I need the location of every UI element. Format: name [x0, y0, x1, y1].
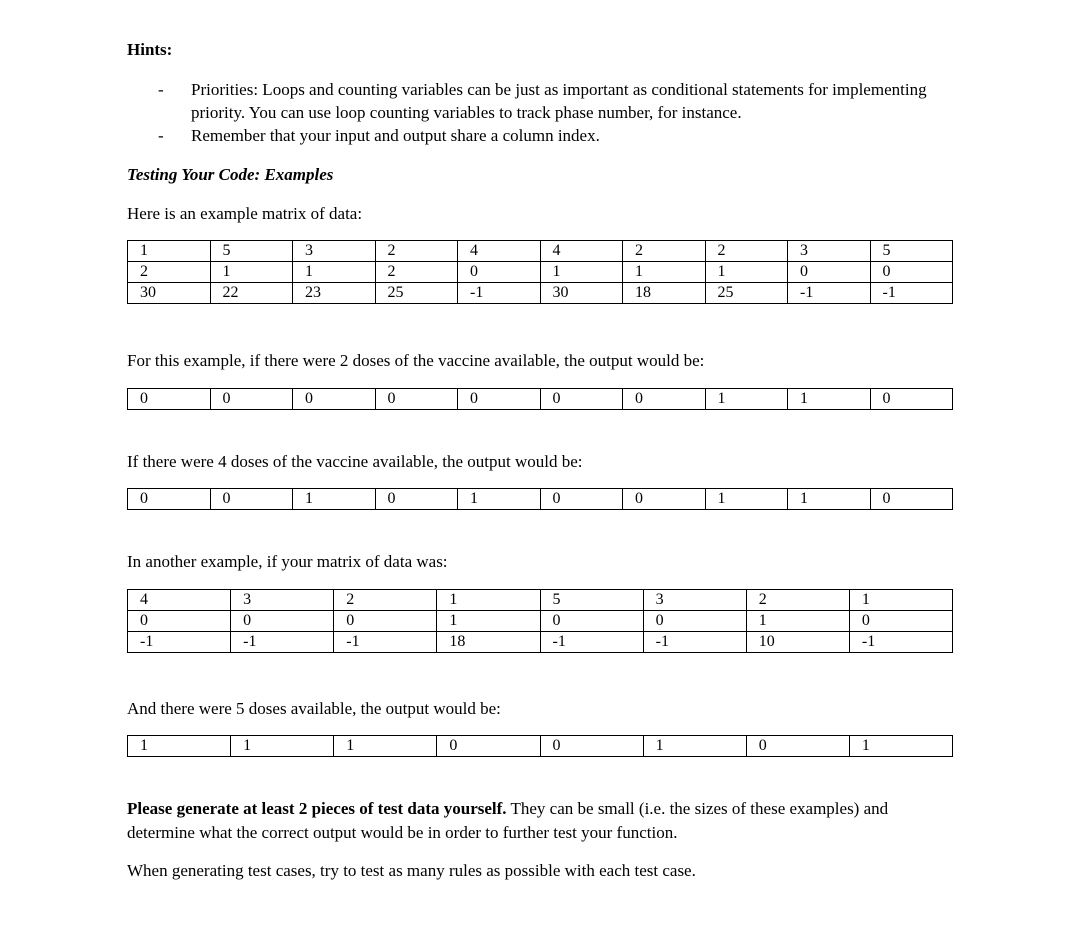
table-cell: 1	[458, 489, 541, 510]
table-cell: 10	[746, 632, 849, 653]
table-cell: 1	[705, 489, 788, 510]
table-cell: -1	[334, 632, 437, 653]
example-1-text: For this example, if there were 2 doses of the vaccine available, the output would be:	[127, 351, 705, 370]
table-cell: 2	[623, 241, 706, 262]
table-cell: 3	[788, 241, 871, 262]
table-cell: 0	[293, 389, 376, 410]
table-cell: 3	[231, 590, 334, 611]
table-cell: 1	[293, 489, 376, 510]
table-cell: 1	[643, 736, 746, 757]
table-cell: 0	[540, 611, 643, 632]
table-cell: 1	[231, 736, 334, 757]
hint-text: Priorities: Loops and counting variables can be just as important as conditional statements for implementing priority. You can use loop counting variables to track phase number, for instance.	[191, 80, 927, 122]
table-cell: 1	[849, 590, 952, 611]
table-cell: 0	[128, 389, 211, 410]
hints-list	[127, 78, 953, 147]
table-cell: -1	[128, 632, 231, 653]
hints-heading: Hints:	[127, 40, 173, 59]
table-row	[128, 389, 953, 410]
table-cell: 0	[334, 611, 437, 632]
table-cell: 0	[540, 489, 623, 510]
table-cell: 1	[849, 736, 952, 757]
table-cell: 0	[128, 611, 231, 632]
table-cell: 25	[375, 283, 458, 304]
table-cell: 5	[870, 241, 953, 262]
example-matrix-2	[127, 589, 953, 653]
table-cell: 1	[128, 241, 211, 262]
bullet-dash: -	[158, 80, 164, 99]
table-cell: 0	[231, 611, 334, 632]
table-cell: 0	[540, 389, 623, 410]
table-cell: 5	[210, 241, 293, 262]
table-cell: 0	[870, 389, 953, 410]
table-cell: 30	[540, 283, 623, 304]
closing-lead-rest: They can be small (i.e. the sizes of these examples) and determine what the correct output would be in order to further test your function.	[127, 799, 889, 842]
closing-lead-bold: Please generate at least 2 pieces of test data yourself.	[127, 799, 507, 818]
example-2-text: If there were 4 doses of the vaccine available, the output would be:	[127, 452, 583, 471]
table-row	[128, 590, 953, 611]
example-3-text: In another example, if your matrix of data was:	[127, 552, 448, 571]
closing-paragraph	[127, 797, 953, 845]
table-cell: 1	[210, 262, 293, 283]
table-cell: 4	[128, 590, 231, 611]
table-cell: 2	[375, 241, 458, 262]
table-row	[128, 736, 953, 757]
table-cell: 22	[210, 283, 293, 304]
table-cell: 2	[334, 590, 437, 611]
matrix-intro: Here is an example matrix of data:	[127, 204, 363, 223]
table-cell: 0	[643, 611, 746, 632]
output-row-5-doses	[127, 735, 953, 757]
table-cell: 1	[788, 489, 871, 510]
table-cell: 23	[293, 283, 376, 304]
table-cell: -1	[458, 283, 541, 304]
table-cell: 0	[458, 389, 541, 410]
table-cell: 18	[437, 632, 540, 653]
table-row	[128, 611, 953, 632]
table-cell: 1	[705, 262, 788, 283]
table-row	[128, 241, 953, 262]
table-cell: -1	[849, 632, 952, 653]
table-cell: -1	[540, 632, 643, 653]
table-cell: -1	[643, 632, 746, 653]
table-cell: 2	[128, 262, 211, 283]
testing-heading: Testing Your Code: Examples	[127, 165, 334, 184]
table-cell: 1	[746, 611, 849, 632]
table-cell: 2	[705, 241, 788, 262]
table-cell: 0	[540, 736, 643, 757]
table-cell: 0	[623, 389, 706, 410]
output-row-2-doses	[127, 388, 953, 410]
table-cell: 0	[128, 489, 211, 510]
table-cell: 1	[788, 389, 871, 410]
hint-item	[127, 124, 953, 147]
table-cell: 30	[128, 283, 211, 304]
hint-text: Remember that your input and output share a column index.	[191, 126, 600, 145]
table-cell: 1	[705, 389, 788, 410]
example-matrix-1	[127, 240, 953, 304]
table-cell: 1	[540, 262, 623, 283]
table-cell: 1	[128, 736, 231, 757]
table-cell: 0	[437, 736, 540, 757]
hint-item	[127, 78, 953, 124]
table-cell: 0	[458, 262, 541, 283]
bullet-dash: -	[158, 126, 164, 145]
table-cell: 25	[705, 283, 788, 304]
table-row	[128, 489, 953, 510]
table-cell: 5	[540, 590, 643, 611]
table-cell: 1	[623, 262, 706, 283]
example-4-text: And there were 5 doses available, the output would be:	[127, 699, 501, 718]
table-cell: 4	[458, 241, 541, 262]
table-row	[128, 283, 953, 304]
table-cell: -1	[870, 283, 953, 304]
table-cell: -1	[788, 283, 871, 304]
table-cell: 0	[375, 389, 458, 410]
table-cell: 0	[623, 489, 706, 510]
table-row	[128, 632, 953, 653]
table-row	[128, 262, 953, 283]
table-cell: 1	[437, 590, 540, 611]
table-cell: 0	[210, 489, 293, 510]
table-cell: 0	[788, 262, 871, 283]
output-row-4-doses	[127, 488, 953, 510]
table-cell: 2	[746, 590, 849, 611]
closing-final: When generating test cases, try to test as many rules as possible with each test case.	[127, 861, 696, 880]
table-cell: 0	[849, 611, 952, 632]
table-cell: 2	[375, 262, 458, 283]
table-cell: 4	[540, 241, 623, 262]
table-cell: 0	[375, 489, 458, 510]
table-cell: 3	[643, 590, 746, 611]
table-cell: 0	[210, 389, 293, 410]
table-cell: 3	[293, 241, 376, 262]
table-cell: 1	[293, 262, 376, 283]
table-cell: 1	[334, 736, 437, 757]
table-cell: 18	[623, 283, 706, 304]
table-cell: 0	[746, 736, 849, 757]
table-cell: 0	[870, 262, 953, 283]
table-cell: -1	[231, 632, 334, 653]
table-cell: 0	[870, 489, 953, 510]
table-cell: 1	[437, 611, 540, 632]
